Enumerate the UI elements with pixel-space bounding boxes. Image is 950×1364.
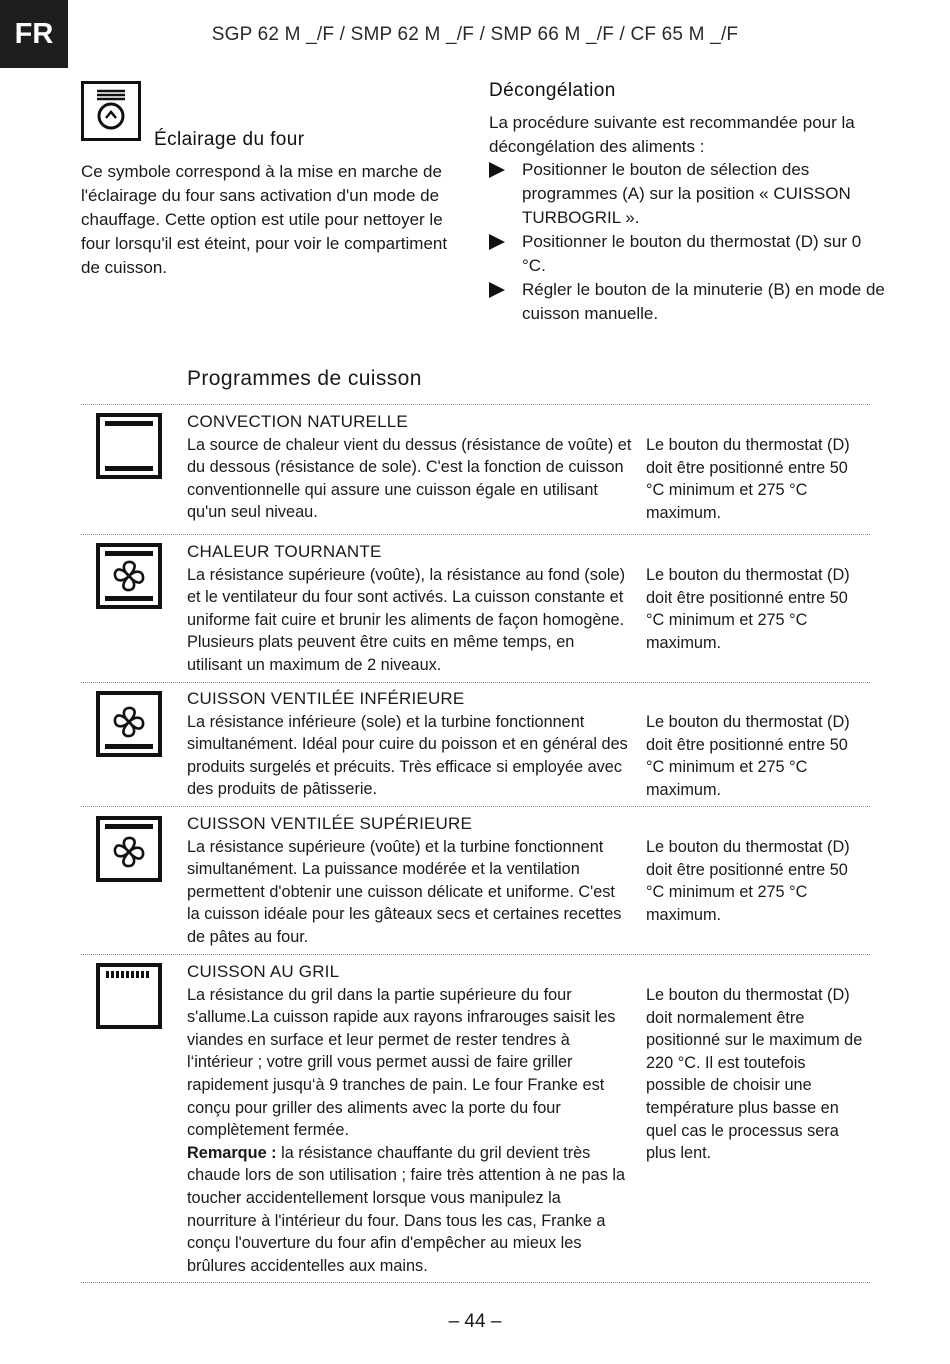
defrost-step <box>489 230 889 278</box>
defrost-step <box>489 158 889 230</box>
defrost-intro: La procédure suivante est recommandée pour la décongélation des aliments : <box>489 113 855 156</box>
bullet-triangle-icon <box>489 282 505 298</box>
program-item <box>187 813 632 949</box>
oven-light-text: Ce symbole correspond à la mise en marche de l'éclairage du four sans activation d'un mode de chauffage. Cette option est utile pour nettoyer le four lorsqu'il est éteint, pour voir le compartiment de cuisson. <box>81 162 448 277</box>
program-description: La résistance inférieure (sole) et la turbine fonctionnent simultanément. Idéal pour cuire du poisson et en général des produits surgelés et précuits. Très efficace si employée avec des produits de pâtisserie. <box>187 712 628 799</box>
program-item <box>187 961 632 1277</box>
divider <box>81 806 870 807</box>
program-description: La résistance supérieure (voûte), la résistance au fond (sole) et le ventilateur du four sont activés. La cuisson constante et uniforme fait cuire et brunir les aliments de façon homogène. Plusieurs plats peuvent être cuits en même temps, en utilisant un maximum de 2 niveaux. <box>187 565 626 674</box>
grill-icon <box>96 963 162 1029</box>
bullet-triangle-icon <box>489 234 505 250</box>
program-name: CHALEUR TOURNANTE <box>187 542 382 561</box>
program-thermostat-note: Le bouton du thermostat (D) doit être positionné entre 50 °C minimum et 275 °C maximum. <box>646 713 850 799</box>
defrost-step-text: Positionner le bouton du thermostat (D) sur 0 °C. <box>522 232 862 275</box>
divider <box>81 682 870 683</box>
page-number: – 44 – <box>448 1311 502 1332</box>
oven-light-icon <box>81 81 141 141</box>
oven-light-title: Éclairage du four <box>154 129 305 150</box>
model-header: SGP 62 M _/F / SMP 62 M _/F / SMP 66 M _/F / CF 65 M _/F <box>211 24 739 45</box>
bullet-triangle-icon <box>489 162 505 178</box>
remark-text: la résistance chauffante du gril devient très chaude lors de son utilisation ; faire très attention à ne pas la toucher accidentellement lorsque vous manipulez la nourriture à l'intérieur du four. Dans tous les cas, Franke a conçu l'ouverture du four afin d'empêcher au mieux les brûlures accidentelles aux mains. <box>187 1143 626 1275</box>
program-name: CUISSON VENTILÉE INFÉRIEURE <box>187 689 465 708</box>
divider <box>81 1282 870 1283</box>
divider <box>81 954 870 955</box>
remark-label: Remarque : <box>187 1143 277 1162</box>
programs-title: Programmes de cuisson <box>187 367 422 390</box>
defrost-step-text: Positionner le bouton de sélection des programmes (A) sur la position « CUISSON TURBOGRIL ». <box>522 160 851 227</box>
program-item <box>187 541 632 677</box>
program-thermostat-note: Le bouton du thermostat (D) doit être positionné entre 50 °C minimum et 275 °C maximum. <box>646 838 850 924</box>
defrost-step-text: Régler le bouton de la minuterie (B) en mode de cuisson manuelle. <box>522 280 885 323</box>
program-description: La résistance du gril dans la partie supérieure du four s'allume.La cuisson rapide aux rayons infrarouges saisit les viandes en surface et leur permet de rester tendres à l‘intérieur ; votre grill vous permet aussi de faire griller rapidement jusqu‘à 9 tranches de pain. Le four Franke est conçu pour griller des aliments avec la porte du four complètement fermée. <box>187 985 616 1140</box>
conventional-heat-icon <box>96 413 162 479</box>
program-name: CUISSON AU GRIL <box>187 962 340 981</box>
defrost-title: Décongélation <box>489 80 616 101</box>
program-name: CONVECTION NATURELLE <box>187 412 408 431</box>
divider <box>81 534 870 535</box>
program-thermostat-note: Le bouton du thermostat (D) doit être positionné entre 50 °C minimum et 275 °C maximum. <box>646 566 850 652</box>
defrost-step <box>489 278 889 326</box>
program-item <box>187 411 632 524</box>
divider <box>81 404 870 405</box>
program-name: CUISSON VENTILÉE SUPÉRIEURE <box>187 814 473 833</box>
program-thermostat-note: Le bouton du thermostat (D) doit être positionné entre 50 °C minimum et 275 °C maximum. <box>646 436 850 522</box>
program-thermostat-note: Le bouton du thermostat (D) doit normalement être positionné sur le maximum de 220 °C. Il est toutefois possible de choisir une température plus basse en quel cas le processus sera plus lent. <box>646 986 863 1163</box>
program-description: La source de chaleur vient du dessus (résistance de voûte) et du dessous (résistance de sole). C'est la fonction de cuisson conventionnelle qui assure une cuisson égale en utilisant qu'un seul niveau. <box>187 435 632 522</box>
fan-top-heat-icon <box>96 816 162 882</box>
fan-heat-icon <box>96 543 162 609</box>
language-badge: FR <box>0 0 68 68</box>
program-remark <box>187 1142 632 1278</box>
program-item <box>187 688 632 801</box>
fan-bottom-heat-icon <box>96 691 162 757</box>
program-description: La résistance supérieure (voûte) et la turbine fonctionnent simultanément. La puissance modérée et la ventilation permettent d'obtenir une cuisson délicate et uniforme. C'est la cuisson idéale pour les gâteaux secs et certaines recettes de pâtes au four. <box>187 837 622 946</box>
